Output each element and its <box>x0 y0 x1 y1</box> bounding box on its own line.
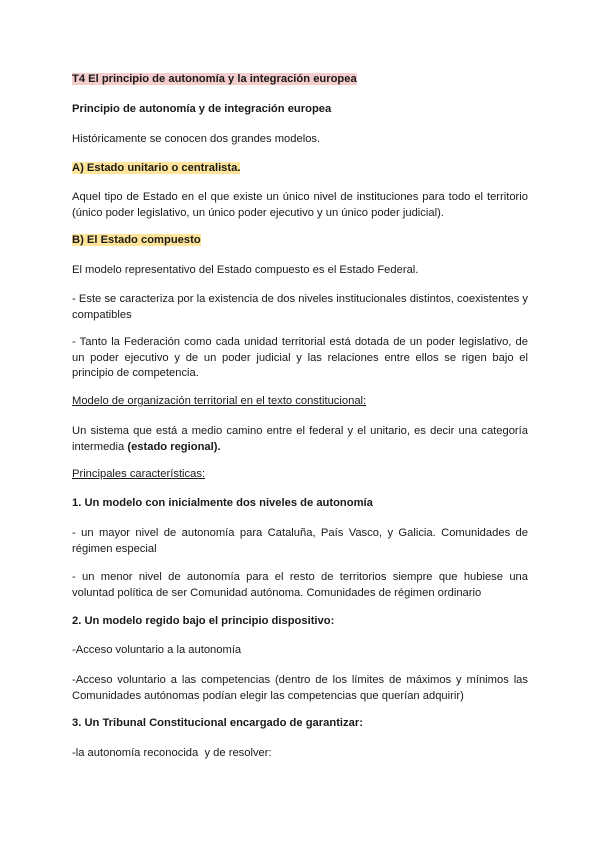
section-a-heading <box>72 161 528 177</box>
section-b-paragraph-3: - Tanto la Federación como cada unidad territorial está dotada de un poder legislativo, de un poder ejecutivo y de un poder judicial y las relaciones entre ellos se rigen bajo el principio de competencia. <box>72 336 528 379</box>
section-b-paragraph-2: - Este se caracteriza por la existencia de dos niveles institucionales distintos, coexistentes y compatibles <box>72 293 528 321</box>
subtitle: Principio de autonomía y de integración europea <box>72 103 332 115</box>
model-text <box>72 424 528 455</box>
section-a-text: Aquel tipo de Estado en el que existe un único nivel de instituciones para todo el territorio (único poder legislativo, un único poder ejecutivo y un único poder judicial). <box>72 191 528 219</box>
characteristic-2-heading: 2. Un modelo regido bajo el principio dispositivo: <box>72 615 335 627</box>
section-a-highlight: A) Estado unitario o centralista. <box>72 162 241 174</box>
section-b-paragraph-1: El modelo representativo del Estado compuesto es el Estado Federal. <box>72 264 419 276</box>
document-title <box>72 72 528 88</box>
characteristic-3-paragraph-1: -la autonomía reconocida y de resolver: <box>72 747 272 759</box>
characteristic-2-paragraph-2: -Acceso voluntario a las competencias (dentro de los límites de máximos y mínimos las Comunidades autónomas podían elegir las competencias que querían adquirir) <box>72 674 528 702</box>
characteristics-heading: Principales características: <box>72 468 206 480</box>
title-highlight: T4 El principio de autonomía y la integración europea <box>72 73 357 85</box>
intro-text: Históricamente se conocen dos grandes modelos. <box>72 133 321 145</box>
characteristic-1-paragraph-1: - un mayor nivel de autonomía para Cataluña, País Vasco, y Galicia. Comunidades de régimen especial <box>72 527 528 555</box>
characteristic-1-heading: 1. Un modelo con inicialmente dos niveles de autonomía <box>72 497 373 509</box>
model-text-main: Un sistema que está a medio camino entre el federal y el unitario, es decir una categoría intermedia <box>72 425 528 453</box>
model-text-bold: (estado regional). <box>127 440 221 453</box>
model-heading: Modelo de organización territorial en el texto constitucional: <box>72 395 367 407</box>
characteristic-1-paragraph-2: - un menor nivel de autonomía para el resto de territorios siempre que hubiese una voluntad política de ser Comunidad autónoma. Comunidades de régimen ordinario <box>72 571 528 599</box>
section-b-heading <box>72 233 528 249</box>
characteristic-3-heading: 3. Un Tribunal Constitucional encargado de garantizar: <box>72 717 363 729</box>
characteristic-2-paragraph-1: -Acceso voluntario a la autonomía <box>72 644 242 656</box>
section-b-highlight: B) El Estado compuesto <box>72 234 201 246</box>
